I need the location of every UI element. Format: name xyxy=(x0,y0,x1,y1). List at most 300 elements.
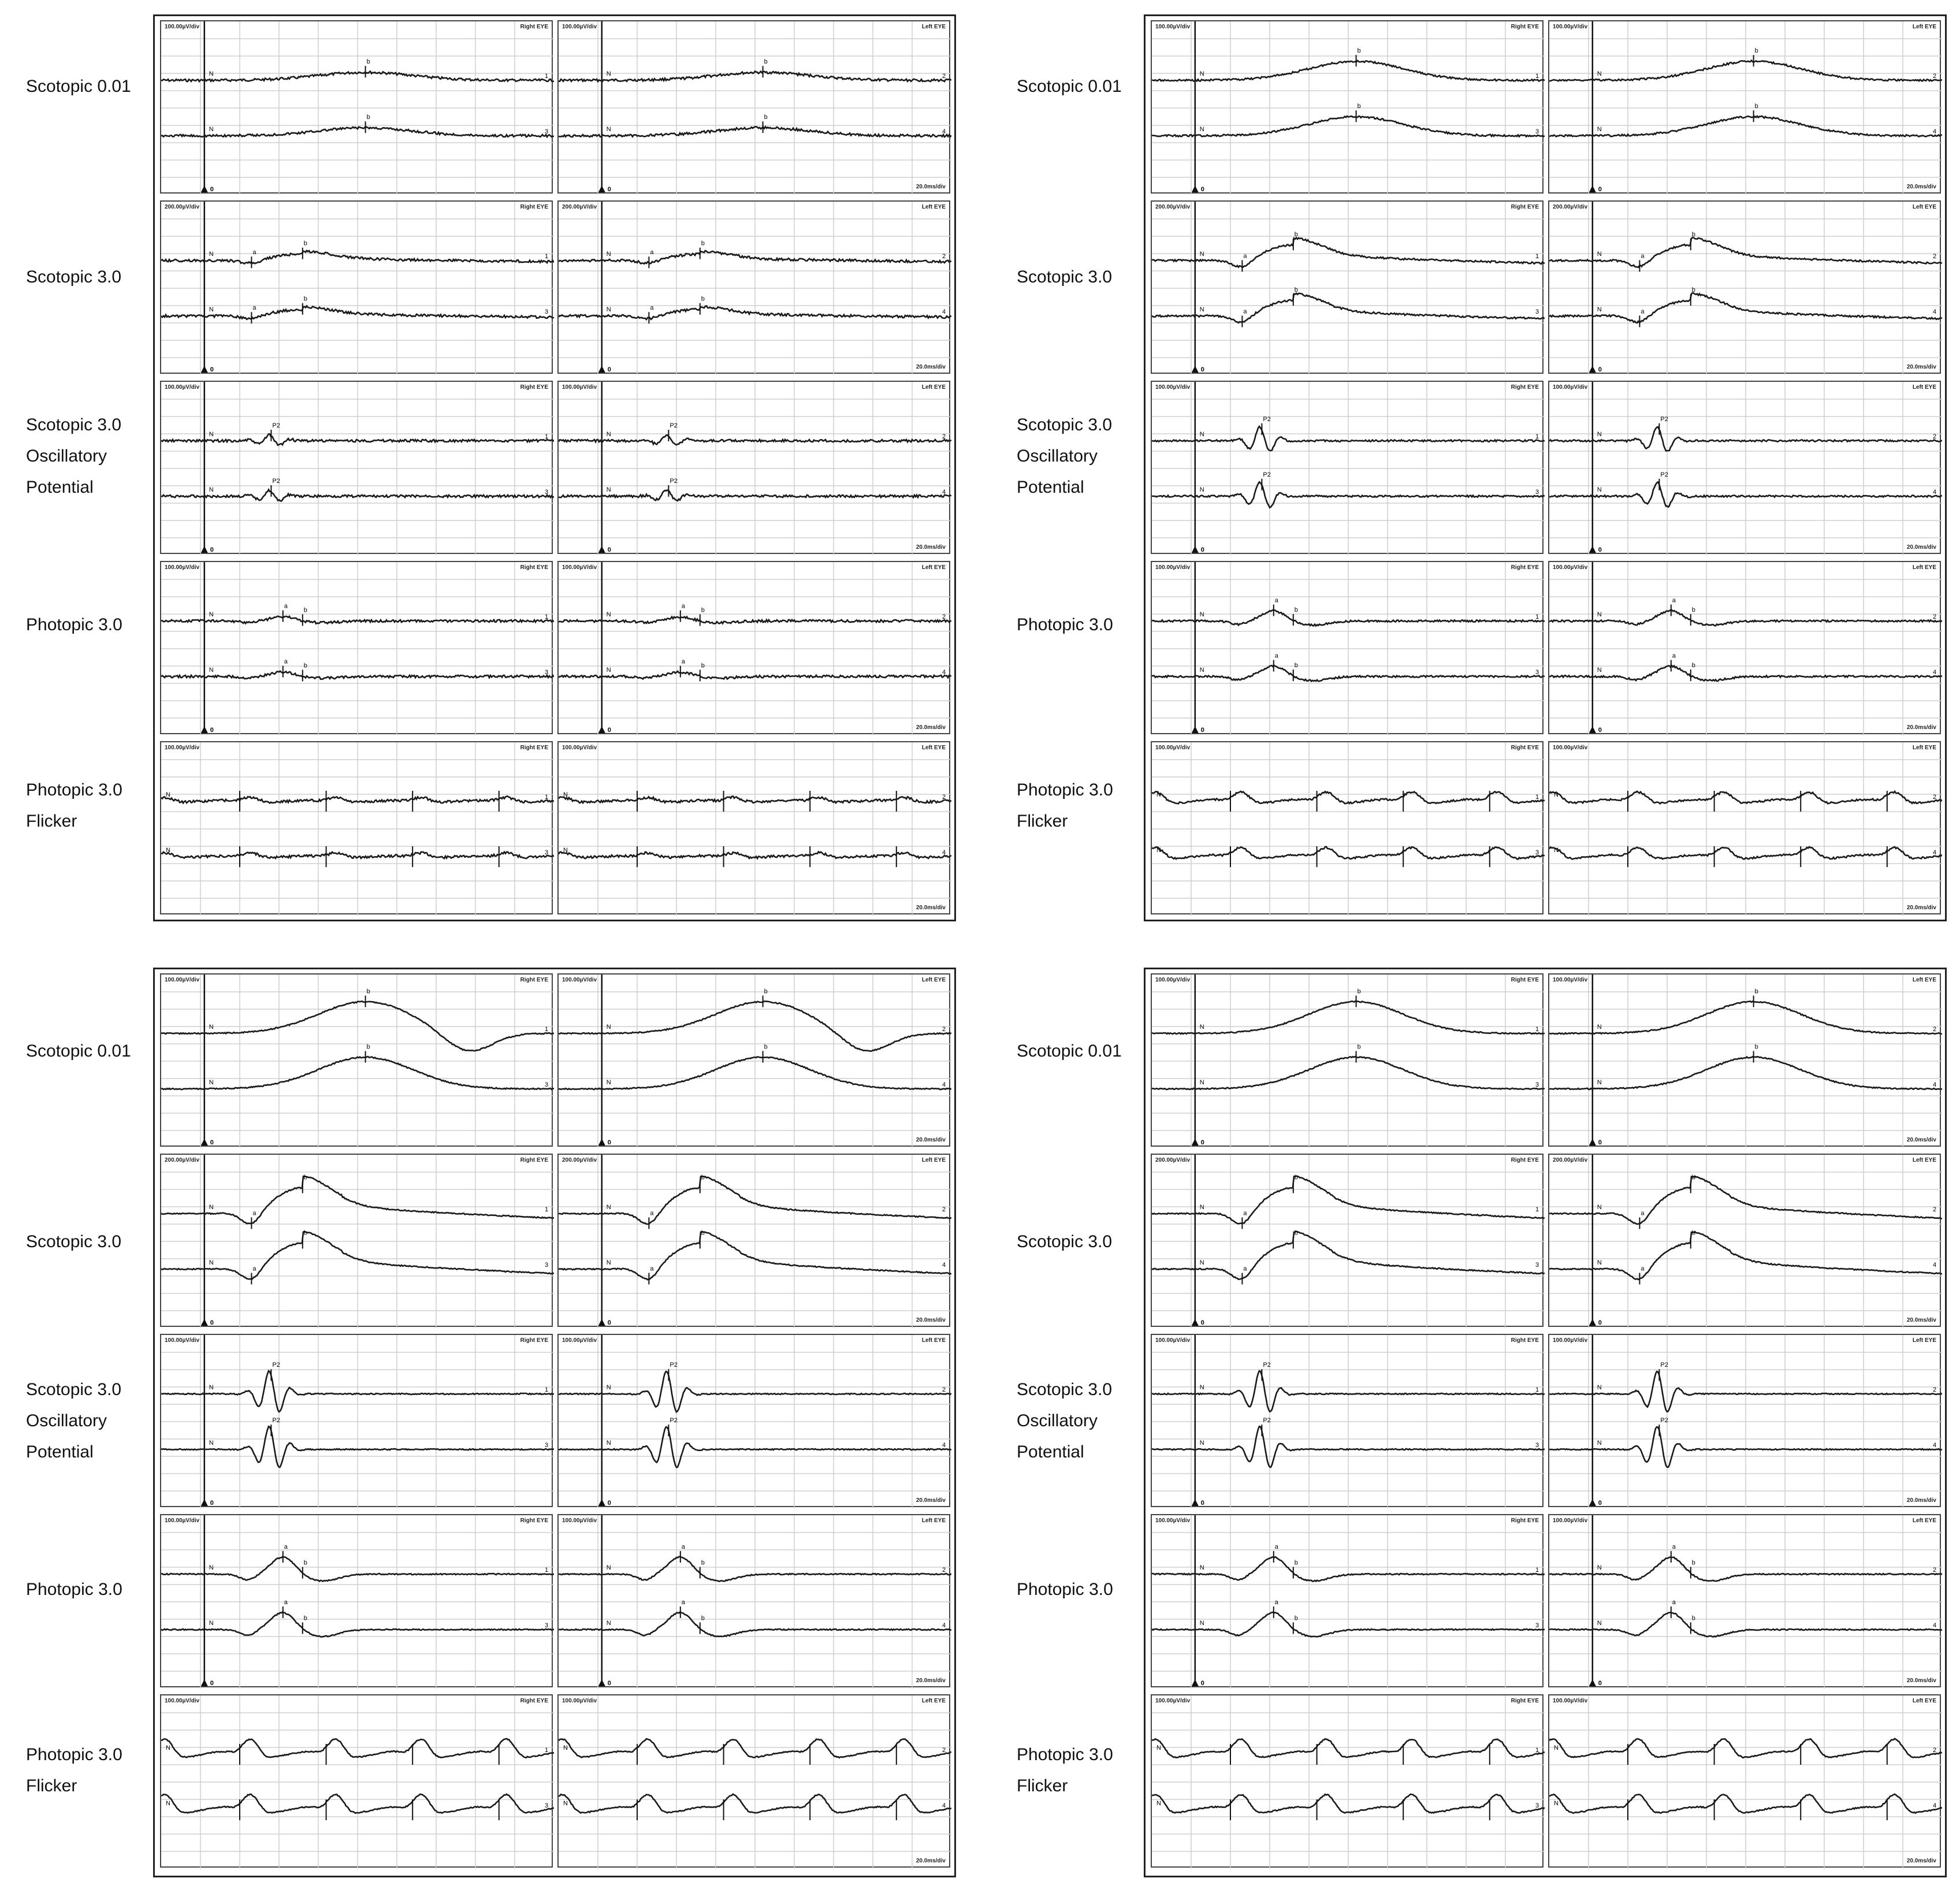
eye-label: Right EYE xyxy=(520,1518,548,1524)
erg-panel-left-eye xyxy=(1548,200,1941,374)
protocol-label-line: Scotopic 0.01 xyxy=(1017,77,1122,96)
eye-label: Right EYE xyxy=(1511,384,1539,390)
amplitude-scale: 100.00µV/div xyxy=(562,1698,597,1704)
eye-label: Left EYE xyxy=(1912,1518,1936,1524)
eye-label: Right EYE xyxy=(1511,1518,1539,1524)
trigger-marker-icon xyxy=(1192,1679,1199,1686)
marker-n-label: N xyxy=(209,431,214,438)
channel-number: 4 xyxy=(1933,1622,1937,1629)
eye-label: Left EYE xyxy=(921,204,946,210)
erg-plot xyxy=(161,975,554,1148)
erg-plot xyxy=(1152,742,1545,916)
trigger-label: 0 xyxy=(210,1680,214,1687)
trigger-label: 0 xyxy=(1200,1319,1204,1326)
trigger-marker-icon xyxy=(1192,1139,1199,1146)
amplitude-scale: 200.00µV/div xyxy=(1155,204,1191,210)
amplitude-scale: 100.00µV/div xyxy=(1553,745,1588,751)
channel-number: 4 xyxy=(1933,1802,1937,1809)
trigger-marker-icon xyxy=(201,1499,208,1506)
trigger-marker-icon xyxy=(1192,546,1199,553)
trigger-marker-icon xyxy=(598,366,605,373)
amplitude-scale: 200.00µV/div xyxy=(165,1157,200,1163)
eye-label: Right EYE xyxy=(520,204,548,210)
marker-n-label: N xyxy=(1597,667,1602,674)
marker-b-label: b xyxy=(1691,662,1695,670)
erg-plot xyxy=(1549,1515,1942,1689)
channel-number: 1 xyxy=(1535,1747,1539,1754)
amplitude-scale: 100.00µV/div xyxy=(1155,977,1191,983)
marker-n-label: N xyxy=(166,847,170,854)
marker-b-label: b xyxy=(701,240,705,247)
marker-a-label: a xyxy=(681,1544,685,1551)
amplitude-scale: 100.00µV/div xyxy=(1155,384,1191,390)
amplitude-scale: 200.00µV/div xyxy=(562,204,597,210)
erg-plot xyxy=(559,382,951,555)
marker-n-label: N xyxy=(1597,1024,1602,1031)
marker-n-label: N xyxy=(1199,251,1204,258)
protocol-label-line: Photopic 3.0 xyxy=(26,780,122,799)
marker-a-label: a xyxy=(1672,597,1676,604)
trigger-marker-icon xyxy=(1589,1139,1596,1146)
channel-number: 4 xyxy=(1933,308,1937,315)
marker-b-label: b xyxy=(1754,988,1758,995)
marker-n-label: N xyxy=(1597,1259,1602,1266)
amplitude-scale: 100.00µV/div xyxy=(1553,564,1588,571)
marker-n-label: N xyxy=(1597,1079,1602,1086)
trigger-marker-icon xyxy=(598,1139,605,1146)
marker-a-label: a xyxy=(650,1265,654,1273)
channel-number: 4 xyxy=(942,849,946,856)
trigger-label: 0 xyxy=(1598,1139,1602,1146)
trigger-label: 0 xyxy=(1598,1319,1602,1326)
erg-panel-right-eye xyxy=(160,20,553,194)
erg-plot xyxy=(1549,202,1942,375)
erg-plot xyxy=(161,1515,554,1689)
trigger-label: 0 xyxy=(607,1500,611,1507)
erg-plot xyxy=(1549,21,1942,195)
marker-n-label: N xyxy=(209,611,214,618)
marker-a-label: a xyxy=(650,249,654,256)
eye-label: Left EYE xyxy=(1912,1337,1936,1344)
marker-n-label: N xyxy=(1199,486,1204,493)
channel-number: 3 xyxy=(545,489,549,496)
channel-number: 1 xyxy=(1535,73,1539,80)
marker-n-label: N xyxy=(606,1564,611,1571)
erg-plot xyxy=(1152,1695,1545,1869)
trigger-label: 0 xyxy=(1200,1139,1204,1146)
protocol-label xyxy=(1017,262,1112,293)
marker-a-label: a xyxy=(681,658,685,665)
trigger-label: 0 xyxy=(210,366,214,373)
amplitude-scale: 100.00µV/div xyxy=(165,1337,200,1344)
channel-number: 4 xyxy=(942,1081,946,1088)
amplitude-scale: 200.00µV/div xyxy=(165,204,200,210)
erg-plot xyxy=(161,21,554,195)
eye-label: Left EYE xyxy=(1912,384,1936,390)
marker-p2-label: P2 xyxy=(1660,471,1668,478)
channel-number: 2 xyxy=(1933,73,1937,80)
marker-n-label: N xyxy=(209,1024,214,1031)
marker-a-label: a xyxy=(681,1599,685,1606)
eye-label: Left EYE xyxy=(921,745,946,751)
erg-panel-right-eye xyxy=(160,200,553,374)
marker-n-label: N xyxy=(209,1259,214,1266)
erg-panel-left-eye xyxy=(1548,20,1941,194)
channel-number: 3 xyxy=(1535,669,1539,676)
protocol-label xyxy=(1017,1739,1113,1802)
trigger-label: 0 xyxy=(1598,186,1602,193)
amplitude-scale: 100.00µV/div xyxy=(562,384,597,390)
marker-b-label: b xyxy=(1691,231,1695,239)
channel-number: 2 xyxy=(942,1567,946,1574)
marker-a-label: a xyxy=(252,1265,256,1273)
marker-b-label: b xyxy=(701,1615,705,1622)
erg-panel-left-eye xyxy=(557,200,950,374)
protocol-label-line: Scotopic 3.0 xyxy=(1017,1232,1113,1251)
marker-a-label: a xyxy=(650,304,654,312)
marker-n-label: N xyxy=(1199,306,1204,313)
eye-label: Left EYE xyxy=(1912,564,1936,571)
erg-panel-left-eye xyxy=(1548,1694,1941,1868)
channel-number: 3 xyxy=(1535,308,1539,315)
trigger-label: 0 xyxy=(1200,366,1204,373)
eye-label: Left EYE xyxy=(1912,1157,1936,1163)
eye-label: Left EYE xyxy=(1912,977,1936,983)
amplitude-scale: 100.00µV/div xyxy=(1553,977,1588,983)
channel-number: 1 xyxy=(1535,1026,1539,1033)
trigger-label: 0 xyxy=(607,186,611,193)
time-scale: 20.0ms/div xyxy=(916,1317,946,1323)
erg-panel-right-eye xyxy=(1151,1514,1544,1687)
time-scale: 20.0ms/div xyxy=(916,1858,946,1864)
marker-n-label: N xyxy=(1597,1620,1602,1627)
protocol-label-line: Scotopic 3.0 xyxy=(26,1380,122,1399)
channel-number: 2 xyxy=(942,1206,946,1213)
trigger-marker-icon xyxy=(598,1679,605,1686)
time-scale: 20.0ms/div xyxy=(1906,1497,1936,1504)
erg-panel-left-eye xyxy=(557,1154,950,1327)
amplitude-scale: 100.00µV/div xyxy=(562,24,597,30)
erg-panel-right-eye xyxy=(160,1694,553,1868)
amplitude-scale: 100.00µV/div xyxy=(1553,24,1588,30)
marker-n-label: N xyxy=(563,847,568,854)
protocol-label xyxy=(1017,410,1112,503)
erg-panel-right-eye xyxy=(1151,741,1544,914)
marker-n-label: N xyxy=(209,1204,214,1211)
erg-plot xyxy=(161,382,554,555)
marker-b-label: b xyxy=(1294,1559,1298,1567)
erg-panel-left-eye xyxy=(1548,741,1941,914)
protocol-label xyxy=(1017,775,1113,837)
eye-label: Left EYE xyxy=(921,24,946,30)
erg-plot xyxy=(559,1335,951,1508)
amplitude-scale: 100.00µV/div xyxy=(562,745,597,751)
marker-n-label: N xyxy=(1597,431,1602,438)
marker-p2-label: P2 xyxy=(670,1362,678,1369)
erg-plot xyxy=(1152,975,1545,1148)
marker-b-label: b xyxy=(701,607,705,614)
eye-label: Right EYE xyxy=(520,564,548,571)
eye-label: Right EYE xyxy=(1511,1337,1539,1344)
marker-b-label: b xyxy=(303,1174,307,1181)
marker-n-label: N xyxy=(606,126,611,133)
eye-label: Left EYE xyxy=(921,384,946,390)
marker-a-label: a xyxy=(1274,1599,1278,1606)
protocol-label-line: Photopic 3.0 xyxy=(1017,1745,1113,1764)
marker-n-label: N xyxy=(1199,667,1204,674)
marker-a-label: a xyxy=(1274,1544,1278,1551)
protocol-label-line: Flicker xyxy=(26,1776,77,1795)
trigger-marker-icon xyxy=(1589,185,1596,192)
marker-n-label: N xyxy=(606,1440,611,1446)
erg-panel-right-eye xyxy=(160,561,553,734)
erg-panel-right-eye xyxy=(1151,381,1544,554)
amplitude-scale: 100.00µV/div xyxy=(1155,1337,1191,1344)
marker-b-label: b xyxy=(701,662,705,670)
marker-n-label: N xyxy=(1199,1024,1204,1031)
trigger-marker-icon xyxy=(201,1679,208,1686)
channel-number: 4 xyxy=(1933,128,1937,135)
marker-b-label: b xyxy=(303,240,307,247)
trigger-marker-icon xyxy=(1192,366,1199,373)
marker-a-label: a xyxy=(1641,1265,1645,1273)
eye-label: Left EYE xyxy=(921,977,946,983)
marker-n-label: N xyxy=(606,306,611,313)
protocol-label-line: Scotopic 3.0 xyxy=(26,1232,122,1251)
channel-number: 4 xyxy=(942,1442,946,1449)
erg-panel-right-eye xyxy=(160,1154,553,1327)
marker-n-label: N xyxy=(209,1620,214,1627)
marker-b-label: b xyxy=(1754,47,1758,55)
trigger-marker-icon xyxy=(1589,1679,1596,1686)
trigger-label: 0 xyxy=(1598,1500,1602,1507)
protocol-label-line: Photopic 3.0 xyxy=(26,615,122,634)
erg-panel-left-eye xyxy=(557,1334,950,1507)
erg-plot xyxy=(559,1515,951,1689)
trigger-label: 0 xyxy=(210,186,214,193)
marker-n-label: N xyxy=(209,667,214,674)
marker-n-label: N xyxy=(563,1800,568,1807)
channel-number: 2 xyxy=(942,253,946,260)
channel-number: 1 xyxy=(545,794,549,801)
protocol-label xyxy=(26,262,121,293)
marker-b-label: b xyxy=(1294,1174,1298,1181)
eye-label: Right EYE xyxy=(1511,745,1539,751)
erg-plot xyxy=(161,1695,554,1869)
marker-a-label: a xyxy=(284,603,288,610)
marker-n-label: N xyxy=(563,1745,568,1751)
marker-n-label: N xyxy=(1597,126,1602,133)
marker-n-label: N xyxy=(1199,611,1204,618)
erg-panel-right-eye xyxy=(1151,200,1544,374)
time-scale: 20.0ms/div xyxy=(1906,724,1936,731)
trigger-marker-icon xyxy=(1192,726,1199,733)
marker-n-label: N xyxy=(209,306,214,313)
time-scale: 20.0ms/div xyxy=(916,724,946,731)
eye-label: Left EYE xyxy=(1912,204,1936,210)
channel-number: 2 xyxy=(1933,613,1937,620)
marker-b-label: b xyxy=(1357,103,1361,110)
marker-n-label: N xyxy=(1597,1564,1602,1571)
amplitude-scale: 100.00µV/div xyxy=(165,1518,200,1524)
marker-a-label: a xyxy=(1243,1265,1247,1273)
amplitude-scale: 100.00µV/div xyxy=(562,564,597,571)
erg-panel-right-eye xyxy=(1151,973,1544,1147)
marker-n-label: N xyxy=(1199,70,1204,77)
eye-label: Right EYE xyxy=(520,384,548,390)
erg-plot xyxy=(1152,382,1545,555)
protocol-label-line: Scotopic 0.01 xyxy=(26,1042,131,1061)
amplitude-scale: 200.00µV/div xyxy=(1553,204,1588,210)
erg-panel-left-eye xyxy=(1548,1334,1941,1507)
erg-panel-right-eye xyxy=(1151,561,1544,734)
trigger-marker-icon xyxy=(1589,1499,1596,1506)
erg-panel-left-eye xyxy=(1548,1154,1941,1327)
channel-number: 3 xyxy=(1535,489,1539,496)
channel-number: 2 xyxy=(1933,794,1937,801)
marker-b-label: b xyxy=(366,114,370,121)
marker-n-label: N xyxy=(166,1745,170,1751)
protocol-label-line: Scotopic 3.0 xyxy=(26,415,122,434)
erg-panel-right-eye xyxy=(160,1514,553,1687)
marker-n-label: N xyxy=(1199,1564,1204,1571)
amplitude-scale: 100.00µV/div xyxy=(1155,745,1191,751)
channel-number: 2 xyxy=(942,73,946,80)
erg-plot xyxy=(161,1155,554,1328)
marker-n-label: N xyxy=(1597,251,1602,258)
marker-n-label: N xyxy=(606,1024,611,1031)
channel-number: 3 xyxy=(545,669,549,676)
channel-number: 2 xyxy=(942,1026,946,1033)
trigger-marker-icon xyxy=(1589,1319,1596,1326)
eye-label: Right EYE xyxy=(520,977,548,983)
erg-plot xyxy=(559,1695,951,1869)
erg-panel-left-eye xyxy=(557,1514,950,1687)
time-scale: 20.0ms/div xyxy=(1906,905,1936,911)
channel-number: 1 xyxy=(545,1386,549,1393)
time-scale: 20.0ms/div xyxy=(1906,1317,1936,1323)
erg-plot xyxy=(1549,1155,1942,1328)
erg-panel-right-eye xyxy=(1151,1154,1544,1327)
marker-a-label: a xyxy=(1641,1210,1645,1217)
marker-b-label: b xyxy=(1294,287,1298,294)
channel-number: 2 xyxy=(942,433,946,440)
channel-number: 1 xyxy=(545,433,549,440)
marker-a-label: a xyxy=(1274,652,1278,660)
marker-n-label: N xyxy=(606,667,611,674)
time-scale: 20.0ms/div xyxy=(1906,1858,1936,1864)
marker-b-label: b xyxy=(1294,1229,1298,1237)
channel-number: 3 xyxy=(1535,1442,1539,1449)
marker-n-label: N xyxy=(1156,1800,1161,1807)
trigger-label: 0 xyxy=(607,546,611,553)
marker-a-label: a xyxy=(284,1599,288,1606)
marker-a-label: a xyxy=(650,1210,654,1217)
marker-p2-label: P2 xyxy=(1263,471,1271,478)
protocol-label-line: Potential xyxy=(1017,1442,1084,1461)
eye-label: Right EYE xyxy=(1511,204,1539,210)
channel-number: 3 xyxy=(1535,128,1539,135)
amplitude-scale: 100.00µV/div xyxy=(1155,1698,1191,1704)
marker-b-label: b xyxy=(764,1043,768,1051)
marker-n-label: N xyxy=(209,1384,214,1391)
channel-number: 1 xyxy=(545,613,549,620)
amplitude-scale: 200.00µV/div xyxy=(562,1157,597,1163)
marker-b-label: b xyxy=(1691,287,1695,294)
time-scale: 20.0ms/div xyxy=(1906,1137,1936,1143)
trigger-label: 0 xyxy=(1200,186,1204,193)
marker-b-label: b xyxy=(303,295,307,303)
trigger-label: 0 xyxy=(607,1680,611,1687)
trigger-marker-icon xyxy=(1589,366,1596,373)
eye-label: Left EYE xyxy=(921,1518,946,1524)
trigger-label: 0 xyxy=(1598,1680,1602,1687)
marker-n-label: N xyxy=(1199,1440,1204,1446)
marker-b-label: b xyxy=(303,607,307,614)
channel-number: 1 xyxy=(545,1747,549,1754)
marker-b-label: b xyxy=(1691,607,1695,614)
erg-plot xyxy=(161,1335,554,1508)
protocol-label xyxy=(1017,1036,1122,1067)
marker-p2-label: P2 xyxy=(1660,1417,1668,1425)
trigger-marker-icon xyxy=(201,185,208,192)
protocol-label-line: Scotopic 3.0 xyxy=(1017,267,1113,287)
trigger-label: 0 xyxy=(210,546,214,553)
channel-number: 4 xyxy=(1933,1262,1937,1269)
marker-n-label: N xyxy=(1554,1745,1559,1751)
marker-p2-label: P2 xyxy=(1263,415,1271,423)
channel-number: 3 xyxy=(1535,1262,1539,1269)
protocol-label-line: Photopic 3.0 xyxy=(1017,780,1113,799)
eye-label: Left EYE xyxy=(921,564,946,571)
channel-number: 4 xyxy=(942,128,946,135)
marker-a-label: a xyxy=(252,304,256,312)
marker-n-label: N xyxy=(606,431,611,438)
trigger-marker-icon xyxy=(598,1319,605,1326)
marker-n-label: N xyxy=(209,1440,214,1446)
protocol-label-line: Oscillatory xyxy=(26,447,107,466)
erg-panel-left-eye xyxy=(1548,381,1941,554)
trigger-label: 0 xyxy=(607,1139,611,1146)
trigger-label: 0 xyxy=(607,727,611,734)
marker-p2-label: P2 xyxy=(670,1417,678,1425)
marker-b-label: b xyxy=(303,1615,307,1622)
marker-b-label: b xyxy=(1357,47,1361,55)
protocol-label xyxy=(1017,1374,1112,1468)
marker-n-label: N xyxy=(606,611,611,618)
erg-panel-right-eye xyxy=(160,973,553,1147)
time-scale: 20.0ms/div xyxy=(916,905,946,911)
marker-b-label: b xyxy=(1691,1174,1695,1181)
protocol-label xyxy=(1017,1226,1112,1258)
channel-number: 4 xyxy=(942,669,946,676)
marker-p2-label: P2 xyxy=(670,422,678,429)
channel-number: 3 xyxy=(545,849,549,856)
marker-b-label: b xyxy=(1691,1615,1695,1622)
marker-n-label: N xyxy=(1597,306,1602,313)
amplitude-scale: 100.00µV/div xyxy=(1155,1518,1191,1524)
channel-number: 1 xyxy=(1535,613,1539,620)
amplitude-scale: 100.00µV/div xyxy=(1553,1698,1588,1704)
marker-b-label: b xyxy=(1754,1043,1758,1051)
trigger-label: 0 xyxy=(210,1500,214,1507)
erg-plot xyxy=(1152,1515,1545,1689)
channel-number: 2 xyxy=(1933,1747,1937,1754)
channel-number: 1 xyxy=(1535,1567,1539,1574)
trigger-label: 0 xyxy=(210,727,214,734)
marker-p2-label: P2 xyxy=(1263,1362,1271,1369)
marker-b-label: b xyxy=(764,58,768,66)
